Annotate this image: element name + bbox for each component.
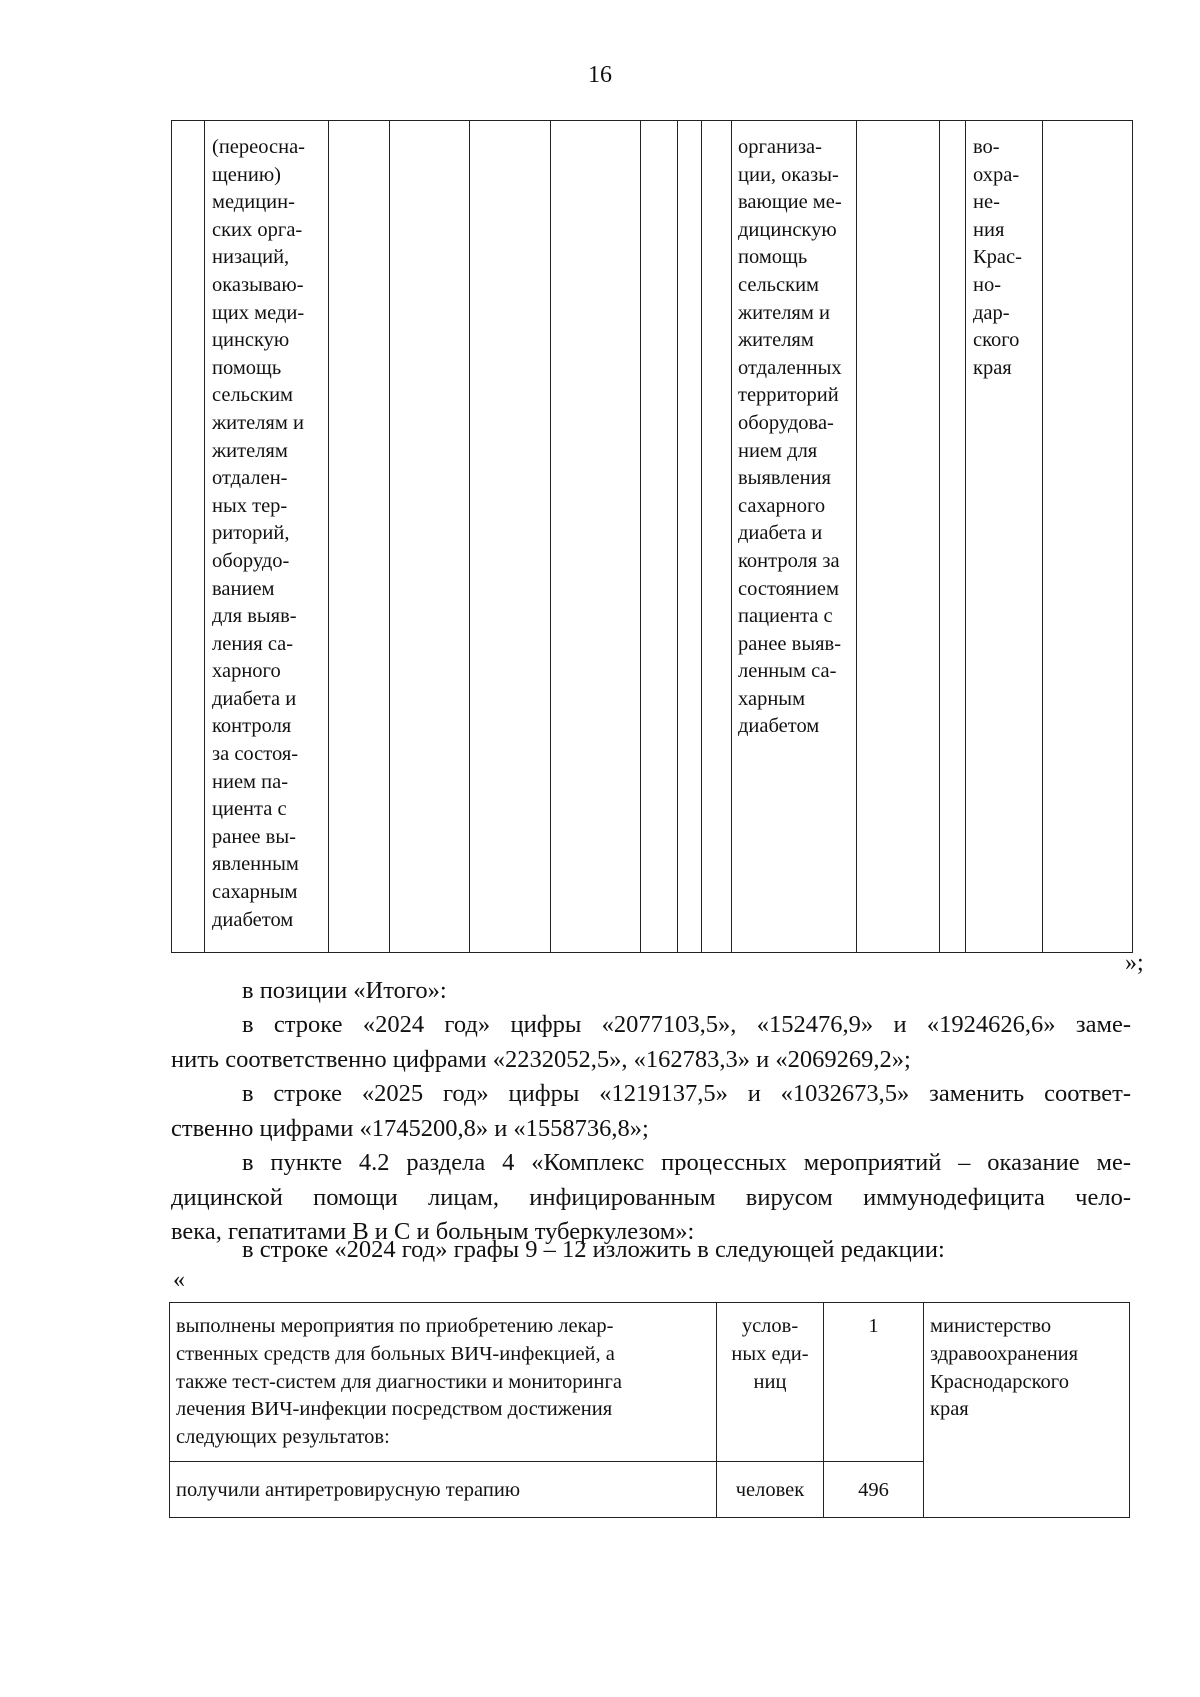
table-column-divider <box>204 121 205 952</box>
paragraph-columns-9-12: в строке «2024 год» графы 9 – 12 изложить в следующей редакции: <box>242 1236 945 1263</box>
row2-unit: человек <box>735 1479 805 1501</box>
paragraph-2025-line2: ственно цифрами «1745200,8» и «1558736,8»; <box>171 1115 649 1142</box>
table-column-divider <box>389 121 390 952</box>
responsible-ministry: министерство здравоохранения Краснодарского края <box>930 1315 1079 1421</box>
table-column-divider <box>823 1303 824 1517</box>
row1-unit: услов- ных еди- ниц <box>731 1315 809 1393</box>
opening-quote: « <box>173 1267 185 1293</box>
table-column-divider <box>640 121 641 952</box>
table-column-divider <box>923 1303 924 1517</box>
page-number: 16 <box>588 62 612 88</box>
paragraph-2025-line1: в строке «2025 год» цифры «1219137,5» и «1032673,5» заменить соответ- <box>242 1080 1131 1107</box>
results-table <box>169 1302 1130 1518</box>
cell-responsible-body: во- охра- не- ния Крас- но- дар- ского края <box>973 136 1022 379</box>
paragraph-section4-line3: века, гепатитами В и С и больным туберкулезом»: <box>171 1218 695 1245</box>
row2-value: 496 <box>858 1479 889 1501</box>
table-column-divider <box>856 121 857 952</box>
table-row-divider <box>170 1461 923 1462</box>
table-column-divider <box>716 1303 717 1517</box>
table-column-divider <box>328 121 329 952</box>
closing-quote: »; <box>1125 950 1144 976</box>
table-column-divider <box>1042 121 1043 952</box>
row1-value: 1 <box>868 1315 879 1337</box>
table-column-divider <box>550 121 551 952</box>
paragraph-2024-line1: в строке «2024 год» цифры «2077103,5», «152476,9» и «1924626,6» заме- <box>242 1011 1131 1038</box>
paragraph-2024-line2: нить соответственно цифрами «2232052,5», «162783,3» и «2069269,2»; <box>171 1046 911 1073</box>
cell-result-description: организа- ции, оказы- вающие ме- дицинскую помощь сельским жителям и жителям отдаленных территорий оборудова- нием для выявления сахарного диабета и контроля за состоянием пациента с ранее выяв- ленным са- харным диабетом <box>738 136 842 738</box>
table-column-divider <box>939 121 940 952</box>
paragraph-section4-line2: дицинской помощи лицам, инфицированным вирусом иммунодефицита чело- <box>171 1184 1131 1211</box>
paragraph-itogo: в позиции «Итого»: <box>242 977 447 1004</box>
table-column-divider <box>731 121 732 952</box>
paragraph-section4-line1: в пункте 4.2 раздела 4 «Комплекс процессных мероприятий – оказание ме- <box>242 1149 1131 1176</box>
row2-description: получили антиретровирусную терапию <box>176 1479 521 1501</box>
table-column-divider <box>965 121 966 952</box>
table-column-divider <box>701 121 702 952</box>
row1-description: выполнены мероприятия по приобретению лекар- ственных средств для больных ВИЧ-инфекцией, а также тест-систем для диагностики и мониторинга лечения ВИЧ-инфекции посредством достижения следующих результатов: <box>176 1315 622 1449</box>
continuation-table <box>171 120 1133 953</box>
cell-event-description: (переосна- щению) медицин- ских орга- низаций, оказываю- щих меди- цинскую помощь сельским жителям и жителям отдален- ных тер- риторий, оборудо- ванием для выяв- ления са- харного диабета и контроля за состоя- нием па- циента с ранее вы- явленным сахарным диабетом <box>212 136 306 931</box>
table-column-divider <box>677 121 678 952</box>
table-column-divider <box>469 121 470 952</box>
